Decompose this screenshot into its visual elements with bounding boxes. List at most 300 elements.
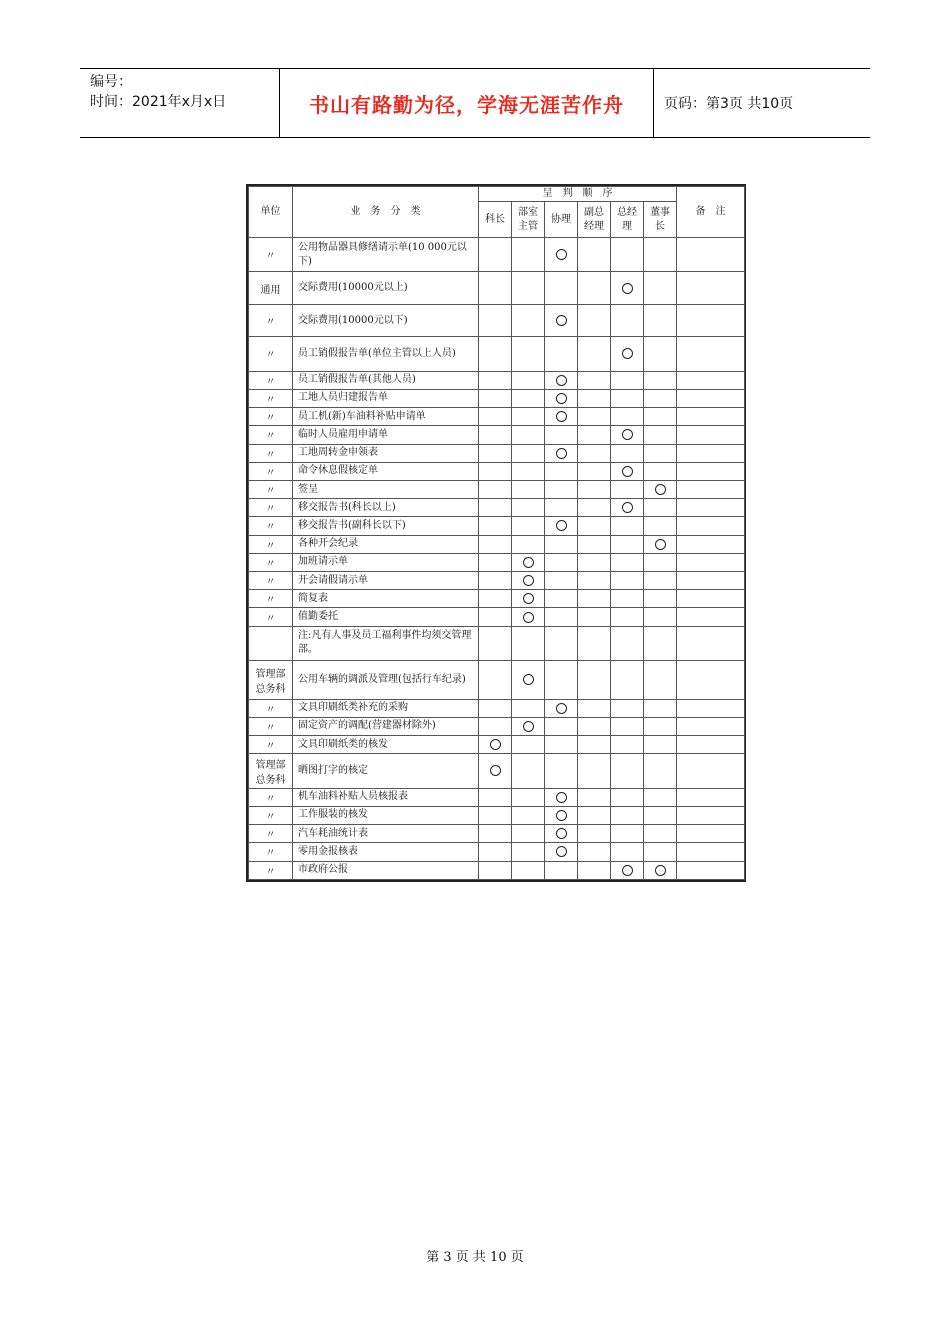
cell-remarks [677,389,745,407]
table-row [249,788,745,806]
cell-approval [545,462,578,480]
cell-approval [644,825,677,843]
cell-category: 简复表 [293,590,479,608]
cell-approval [611,371,644,389]
cell-approval [545,861,578,879]
cell-approval [545,337,578,371]
cell-approval [512,608,545,626]
cell-approval [611,238,644,272]
cell-approval [512,553,545,571]
cell-approval [512,499,545,517]
approval-table [248,186,745,880]
cell-approval [479,661,512,699]
cell-approval [545,238,578,272]
cell-category: 移交报告书(副科长以下) [293,517,479,535]
cell-category: 汽车耗油统计表 [293,825,479,843]
table-row [249,517,745,535]
cell-category: 签呈 [293,480,479,498]
cell-remarks [677,843,745,861]
cell-approval [545,626,578,660]
cell-unit: 〃 [249,337,293,371]
cell-approval [545,825,578,843]
cell-approval [611,535,644,553]
header-remarks: 备 注 [677,187,745,238]
page-footer: 第 3 页 共 10 页 [426,1250,524,1265]
cell-approval [611,626,644,660]
cell-remarks [677,590,745,608]
cell-approval [512,806,545,824]
cell-approval [512,626,545,660]
table-row [249,408,745,426]
cell-approval [611,389,644,407]
cell-approval [578,825,611,843]
cell-remarks [677,517,745,535]
cell-unit: 〃 [249,699,293,717]
cell-approval [545,553,578,571]
circle-mark-icon [622,502,633,513]
cell-approval [611,717,644,735]
cell-unit: 〃 [249,517,293,535]
circle-mark-icon [556,411,567,422]
cell-approval [545,426,578,444]
cell-approval [578,517,611,535]
circle-mark-icon [556,393,567,404]
page-header [80,68,870,138]
circle-mark-icon [523,593,534,604]
circle-mark-icon [556,448,567,459]
cell-approval [644,736,677,754]
cell-approval [611,806,644,824]
cell-approval [512,480,545,498]
cell-approval [578,499,611,517]
cell-approval [578,480,611,498]
cell-remarks [677,553,745,571]
cell-remarks [677,661,745,699]
cell-category: 工地人员归建报告单 [293,389,479,407]
cell-approval [545,699,578,717]
cell-approval [611,788,644,806]
cell-approval [611,517,644,535]
cell-category: 开会请假请示单 [293,572,479,590]
cell-category: 公用车辆的调派及管理(包括行车纪录) [293,661,479,699]
cell-approval [479,553,512,571]
table-row [249,736,745,754]
cell-approval [578,843,611,861]
cell-unit: 〃 [249,717,293,735]
cell-approval [512,371,545,389]
cell-approval [578,426,611,444]
cell-approval [512,699,545,717]
motto: 书山有路勤为径，学海无涯苦作舟 [280,69,654,137]
cell-approval [479,861,512,879]
cell-approval [545,499,578,517]
cell-category: 员工机(新)车油料补贴申请单 [293,408,479,426]
cell-unit: 〃 [249,843,293,861]
cell-approval [644,590,677,608]
cell-approval [578,272,611,304]
circle-mark-icon [655,539,666,550]
cell-remarks [677,304,745,336]
cell-approval [479,462,512,480]
cell-approval [479,843,512,861]
cell-approval [512,304,545,336]
cell-approval [611,337,644,371]
cell-approval [611,444,644,462]
cell-approval [512,462,545,480]
cell-category: 注:凡有人事及员工福利事件均须交管理部。 [293,626,479,660]
cell-remarks [677,806,745,824]
cell-remarks [677,717,745,735]
cell-remarks [677,272,745,304]
cell-approval [578,754,611,788]
table-row [249,754,745,788]
cell-unit [249,626,293,660]
cell-approval [512,238,545,272]
date-text: 时间：2021年x月x日 [90,94,227,110]
cell-approval [545,444,578,462]
cell-approval [611,843,644,861]
cell-approval [611,825,644,843]
cell-category: 各种开会纪录 [293,535,479,553]
cell-approval [644,535,677,553]
cell-unit: 〃 [249,825,293,843]
cell-approval [479,371,512,389]
cell-approval [644,337,677,371]
code-label: 编号： [90,74,132,90]
cell-unit: 管理部总务科 [249,661,293,699]
cell-approval [578,238,611,272]
cell-unit: 〃 [249,389,293,407]
cell-remarks [677,626,745,660]
circle-mark-icon [490,765,501,776]
cell-approval [644,806,677,824]
cell-approval [644,444,677,462]
cell-category: 值勤委托 [293,608,479,626]
cell-approval [611,480,644,498]
cell-approval [611,426,644,444]
header-role: 董事长 [644,202,677,238]
circle-mark-icon [523,612,534,623]
circle-mark-icon [523,721,534,732]
cell-approval [545,736,578,754]
cell-approval [479,408,512,426]
cell-approval [545,754,578,788]
cell-unit: 〃 [249,553,293,571]
table-row [249,861,745,879]
cell-approval [644,272,677,304]
cell-remarks [677,426,745,444]
table-row [249,572,745,590]
cell-approval [611,608,644,626]
header-role: 副总经理 [578,202,611,238]
cell-remarks [677,462,745,480]
circle-mark-icon [622,865,633,876]
cell-approval [644,553,677,571]
cell-approval [479,517,512,535]
cell-approval [545,661,578,699]
cell-approval [611,272,644,304]
cell-approval [578,626,611,660]
cell-approval [611,754,644,788]
cell-approval [545,608,578,626]
cell-approval [479,337,512,371]
cell-remarks [677,754,745,788]
cell-approval [611,462,644,480]
circle-mark-icon [556,520,567,531]
table-row [249,535,745,553]
cell-category: 交际费用(10000元以下) [293,304,479,336]
cell-approval [512,825,545,843]
cell-remarks [677,371,745,389]
cell-category: 机车油料补贴人员核报表 [293,788,479,806]
cell-approval [578,389,611,407]
cell-unit: 通用 [249,272,293,304]
cell-approval [545,408,578,426]
cell-approval [578,337,611,371]
cell-approval [512,788,545,806]
cell-category: 市政府公报 [293,861,479,879]
cell-unit: 〃 [249,444,293,462]
cell-approval [512,408,545,426]
cell-approval [545,304,578,336]
header-role: 协理 [545,202,578,238]
cell-remarks [677,444,745,462]
cell-approval [512,337,545,371]
cell-approval [545,572,578,590]
circle-mark-icon [655,484,666,495]
cell-category: 文具印刷纸类补充的采购 [293,699,479,717]
table-row [249,553,745,571]
table-row [249,699,745,717]
cell-approval [644,788,677,806]
cell-unit: 〃 [249,426,293,444]
cell-category: 公用物品器具修缮请示单(10 000元以下) [293,238,479,272]
table-row [249,480,745,498]
cell-approval [545,843,578,861]
cell-approval [512,590,545,608]
cell-approval [611,590,644,608]
cell-approval [644,608,677,626]
cell-approval [578,806,611,824]
cell-approval [545,806,578,824]
cell-approval [545,272,578,304]
cell-approval [479,499,512,517]
circle-mark-icon [622,429,633,440]
cell-approval [479,480,512,498]
circle-mark-icon [556,810,567,821]
cell-approval [578,788,611,806]
table-row [249,825,745,843]
cell-approval [512,736,545,754]
cell-approval [644,238,677,272]
cell-unit: 〃 [249,238,293,272]
table-row [249,337,745,371]
cell-approval [578,717,611,735]
cell-approval [644,408,677,426]
cell-remarks [677,238,745,272]
cell-approval [578,661,611,699]
cell-approval [644,517,677,535]
cell-remarks [677,736,745,754]
table-row [249,426,745,444]
cell-approval [479,590,512,608]
cell-approval [479,444,512,462]
table-row [249,389,745,407]
cell-approval [611,736,644,754]
table-row [249,444,745,462]
scanned-table-image [246,184,746,882]
cell-approval [644,499,677,517]
cell-approval [578,444,611,462]
cell-approval [578,608,611,626]
cell-remarks [677,480,745,498]
cell-approval [545,788,578,806]
cell-approval [479,736,512,754]
cell-approval [611,661,644,699]
circle-mark-icon [556,703,567,714]
cell-approval [512,535,545,553]
cell-category: 员工销假报告单(单位主管以上人员) [293,337,479,371]
circle-mark-icon [556,315,567,326]
table-row [249,499,745,517]
cell-remarks [677,408,745,426]
cell-approval [545,517,578,535]
cell-unit: 管理部总务科 [249,754,293,788]
cell-approval [512,754,545,788]
circle-mark-icon [556,846,567,857]
cell-approval [479,825,512,843]
cell-remarks [677,788,745,806]
circle-mark-icon [556,828,567,839]
cell-approval [479,788,512,806]
cell-approval [512,517,545,535]
cell-approval [578,371,611,389]
table-row [249,462,745,480]
circle-mark-icon [622,466,633,477]
cell-unit: 〃 [249,304,293,336]
circle-mark-icon [490,739,501,750]
cell-approval [512,717,545,735]
cell-unit: 〃 [249,806,293,824]
cell-approval [545,480,578,498]
cell-remarks [677,535,745,553]
circle-mark-icon [523,557,534,568]
cell-remarks [677,337,745,371]
cell-approval [578,553,611,571]
cell-approval [545,389,578,407]
cell-category: 文具印刷纸类的核发 [293,736,479,754]
circle-mark-icon [622,283,633,294]
circle-mark-icon [556,792,567,803]
cell-approval [644,426,677,444]
cell-approval [644,480,677,498]
cell-unit: 〃 [249,572,293,590]
cell-approval [578,590,611,608]
cell-unit: 〃 [249,462,293,480]
cell-approval [644,661,677,699]
cell-category: 工作服装的核发 [293,806,479,824]
cell-approval [578,736,611,754]
cell-approval [545,717,578,735]
cell-approval [512,389,545,407]
cell-category: 命令休息假核定单 [293,462,479,480]
table-row [249,806,745,824]
cell-approval [611,499,644,517]
circle-mark-icon [556,375,567,386]
cell-category: 固定资产的调配(营建器材除外) [293,717,479,735]
cell-approval [611,699,644,717]
header-role: 总经理 [611,202,644,238]
cell-approval [644,389,677,407]
cell-remarks [677,861,745,879]
cell-approval [578,408,611,426]
cell-unit: 〃 [249,499,293,517]
cell-approval [479,754,512,788]
cell-unit: 〃 [249,861,293,879]
cell-approval [644,371,677,389]
circle-mark-icon [523,674,534,685]
cell-unit: 〃 [249,788,293,806]
cell-approval [578,861,611,879]
cell-category: 交际费用(10000元以上) [293,272,479,304]
cell-approval [479,717,512,735]
table-row [249,371,745,389]
header-meta [80,69,280,137]
cell-approval [578,699,611,717]
cell-approval [479,806,512,824]
cell-approval [512,661,545,699]
cell-remarks [677,825,745,843]
table-row [249,608,745,626]
cell-unit: 〃 [249,608,293,626]
cell-approval [512,572,545,590]
cell-approval [611,572,644,590]
cell-approval [479,389,512,407]
table-row [249,626,745,660]
circle-mark-icon [556,249,567,260]
cell-approval [512,444,545,462]
cell-category: 工地周转金申领表 [293,444,479,462]
circle-mark-icon [523,575,534,586]
cell-unit: 〃 [249,371,293,389]
cell-approval [611,553,644,571]
cell-unit: 〃 [249,408,293,426]
cell-category: 零用金报核表 [293,843,479,861]
header-approval-order: 呈 判 顺 序 [479,187,677,202]
cell-approval [545,590,578,608]
cell-approval [644,304,677,336]
cell-category: 加班请示单 [293,553,479,571]
cell-approval [644,572,677,590]
table-row [249,843,745,861]
header-role: 科长 [479,202,512,238]
cell-approval [479,699,512,717]
cell-approval [611,861,644,879]
cell-unit: 〃 [249,535,293,553]
cell-unit: 〃 [249,590,293,608]
cell-remarks [677,608,745,626]
cell-approval [479,572,512,590]
cell-approval [644,754,677,788]
header-category: 业 务 分 类 [293,187,479,238]
cell-approval [578,304,611,336]
cell-approval [644,699,677,717]
cell-category: 临时人员雇用申请单 [293,426,479,444]
cell-approval [644,861,677,879]
cell-category: 移交报告书(科长以上) [293,499,479,517]
cell-approval [479,626,512,660]
cell-approval [644,462,677,480]
